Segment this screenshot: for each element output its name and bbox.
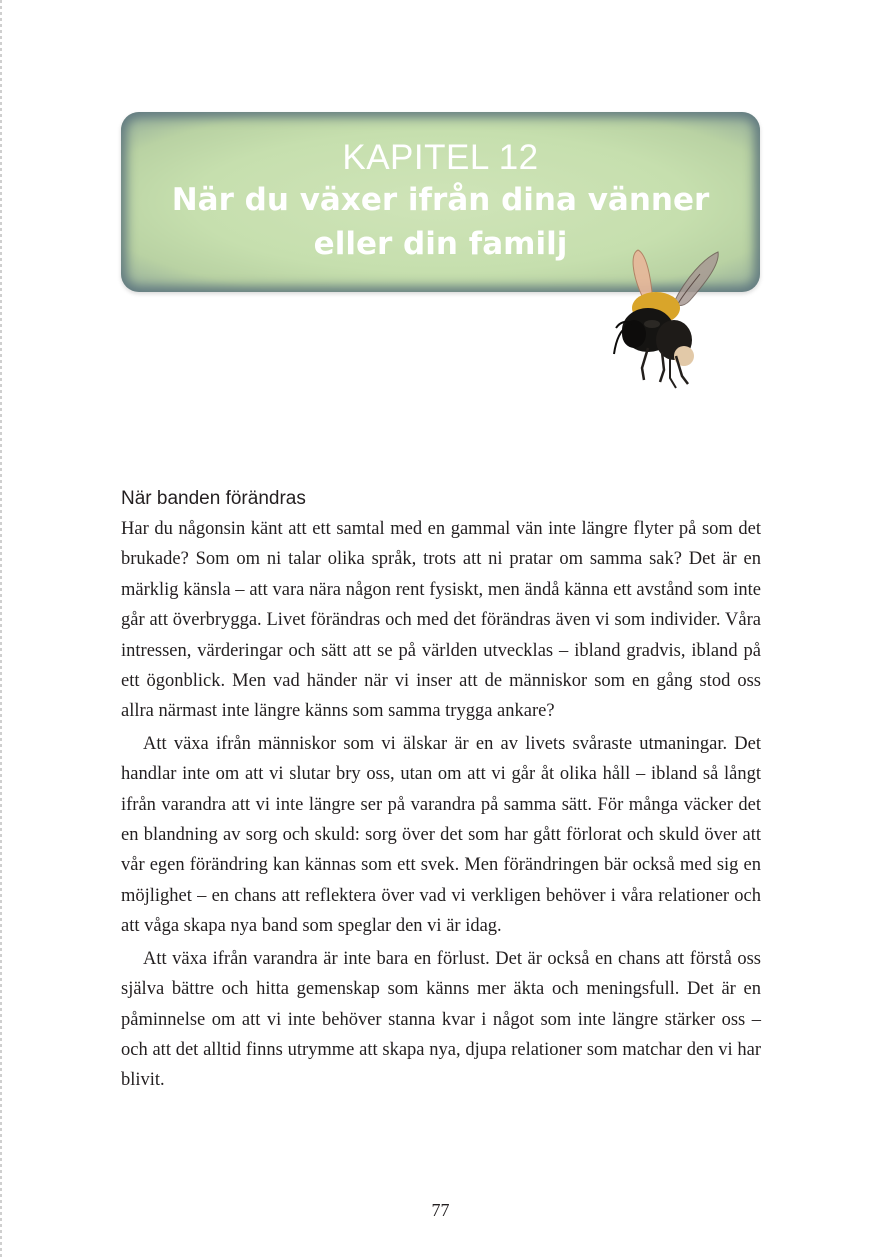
chapter-number: KAPITEL 12 — [342, 138, 539, 177]
body-text — [121, 514, 761, 1096]
paragraph: Att växa ifrån varandra är inte bara en förlust. Det är också en chans att förstå oss själva bättre och hitta gemenskap som känns mer äkta och meningsfull. Det är en påminnelse om att vi inte behöver stanna kvar i något som inte längre stärker oss – och att det alltid finns utrymme att skapa nya, djupa relationer som matchar den vi har blivit. — [121, 948, 761, 1091]
section-heading: När banden förändras — [121, 488, 306, 509]
bumblebee-icon — [608, 244, 733, 392]
chapter-title — [0, 178, 881, 266]
paragraph: Har du någonsin känt att ett samtal med en gammal vän inte längre flyter på som det brukade? Som om ni talar olika språk, trots att ni pratar om samma sak? Det är en märklig känsla – att vara nära någon rent fysiskt, men ändå känna ett avstånd som inte går att överbrygga. Livet förändras och med det förändras även vi som individer. Våra intressen, värderingar och sätt att se på världen utvecklas – ibland gradvis, ibland på ett ögonblick. Men vad händer när vi inser att de människor som en gång stod oss allra närmast inte längre känns som samma trygga ankare? — [121, 519, 761, 722]
chapter-title-line-2: eller din familj — [313, 226, 568, 262]
page-number: 77 — [431, 1200, 450, 1220]
paragraph: Att växa ifrån människor som vi älskar är en av livets svåraste utmaningar. Det handlar inte om att vi slutar bry oss, utan om att vi går åt olika håll – ibland så långt ifrån varandra att vi inte längre ser på varandra på samma sätt. För många väcker det en blandning av sorg och skuld: sorg över det som har gått förlorat och skuld över att vår egen förändring kan kännas som ett svek. Men förändringen bär också med sig en möjlighet – en chans att reflektera över vad vi verkligen behöver i våra relationer och att våga skapa nya band som speglar den vi är idag. — [121, 733, 761, 937]
chapter-title-line-1: När du växer ifrån dina vänner — [171, 182, 710, 218]
